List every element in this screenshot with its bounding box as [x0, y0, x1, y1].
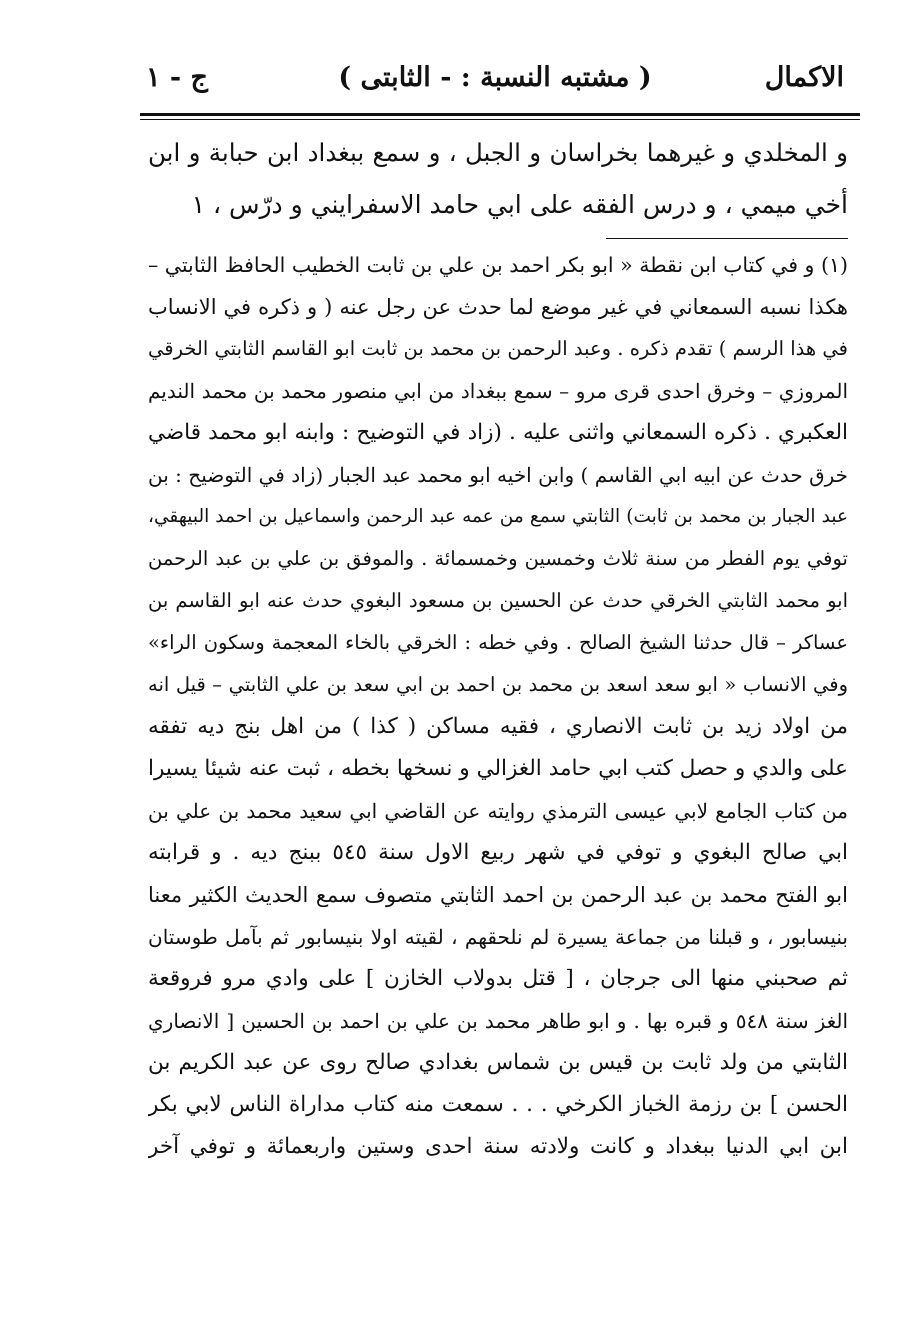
footnote-line: وفي الانساب « ابو سعد اسعد بن محمد بن احمد بن ابي سعد بن علي الثابتي – قيل انه: [148, 673, 848, 696]
footnote-line: عبد الجبار بن محمد بن ثابت) الثابتي سمع من عمه عبد الرحمن واسماعيل بن احمد البيهقي،: [148, 506, 848, 527]
main-text-line: و المخلدي و غيرهما بخراسان و الجبل ، و سمع ببغداد ابن حبابة و ابن: [148, 138, 848, 167]
header-rule: [140, 113, 860, 116]
footnote-line: عساكر – قال حدثنا الشيخ الصالح . وفي خطه : الخرقي بالخاء المعجمة وسكون الراء»: [148, 631, 848, 654]
footnote-rule: [606, 238, 848, 239]
footnote-line: (١) و في كتاب ابن نقطة « ابو بكر احمد بن علي بن ثابت الخطيب الحافظ الثابتي –: [148, 253, 848, 277]
footnote-line: ابو الفتح محمد بن عبد الرحمن بن احمد الثابتي متصوف سمع الحديث الكثير معنا: [148, 883, 848, 907]
footnote-line: ابي صالح البغوي و توفي في شهر ربيع الاول سنة ٥٤٥ ببنج ديه . و قرابته: [148, 840, 848, 865]
book-title: الاكمال: [764, 62, 844, 93]
page-header: [140, 55, 850, 101]
footnote-line: الحسن ] بن رزمة الخباز الكرخي . . . سمعت منه كتاب مداراة الناس لابي بكر: [148, 1092, 848, 1117]
footnote-line: هكذا نسبه السمعاني في غير موضع لما حدث عن رجل عنه ( و ذكره في الانساب: [148, 295, 848, 319]
footnote-line: في هذا الرسم ) تقدم ذكره . وعبد الرحمن بن محمد بن ثابت ابو القاسم الثابتي الخرقي: [148, 337, 848, 360]
footnote-line: توفي يوم الفطر من سنة ثلاث وخمسين وخمسمائة . والموفق بن علي بن عبد الرحمن: [148, 547, 848, 570]
footnote-line: بنيسابور ، و قبلنا من جماعة يسيرة لم نلحقهم ، لقيته اولا بنيسابور ثم بآمل طوستان: [148, 925, 848, 949]
footnote-line: خرق حدث عن ابيه ابي القاسم ) وابن اخيه ابو محمد عبد الجبار (زاد في التوضيح : بن: [148, 463, 848, 487]
footnote-line: من اولاد زيد بن ثابت الانصاري ، فقيه مساكن ( كذا ) من اهل بنج ديه تفقه: [148, 714, 848, 739]
footnote-line: المروزي – وخرق احدى قرى مرو – سمع ببغداد من ابي منصور محمد بن محمد النديم: [148, 379, 848, 403]
header-rule-thin: [140, 119, 860, 120]
footnote-line: من كتاب الجامع لابي عيسى الترمذي روايته عن القاضي ابي سعيد محمد بن علي بن: [148, 799, 848, 823]
volume-number: ج - ١: [146, 62, 208, 93]
main-text-line: أخي ميمي ، و درس الفقه على ابي حامد الاسفرايني و درّس ، ١: [191, 190, 848, 219]
section-title: ( مشتبه النسبة : - الثابتى ): [338, 62, 652, 93]
footnote-line: الثابتي من ولد ثابت بن قيس بن شماس بغدادي صالح روى عن عبد الكريم بن: [148, 1050, 848, 1075]
footnote-line: الغز سنة ٥٤٨ و قبره بها . و ابو طاهر محمد بن علي بن احمد بن الحسين [ الانصاري: [148, 1009, 848, 1033]
footnote-line: على والدي و حصل كتب ابي حامد الغزالي و نسخها بخطه ، ثبت عنه شيئا يسيرا: [148, 756, 848, 781]
footnote-line: العكبري . ذكره السمعاني واثنى عليه . (زاد في التوضيح : وابنه ابو محمد قاضي: [148, 420, 848, 445]
footnote-line: ابو محمد الثابتي الخرقي حدث عن الحسين بن مسعود البغوي حدث عنه ابو القاسم بن: [148, 589, 848, 612]
footnote-line: ثم صحبني منها الى جرجان ، [ قتل بدولاب الخازن ] على وادي مرو فروقعة: [148, 966, 848, 991]
footnote-line: ابن ابي الدنيا ببغداد و كانت ولادته سنة احدى وستين واربعمائة و توفي آخر: [148, 1134, 848, 1159]
